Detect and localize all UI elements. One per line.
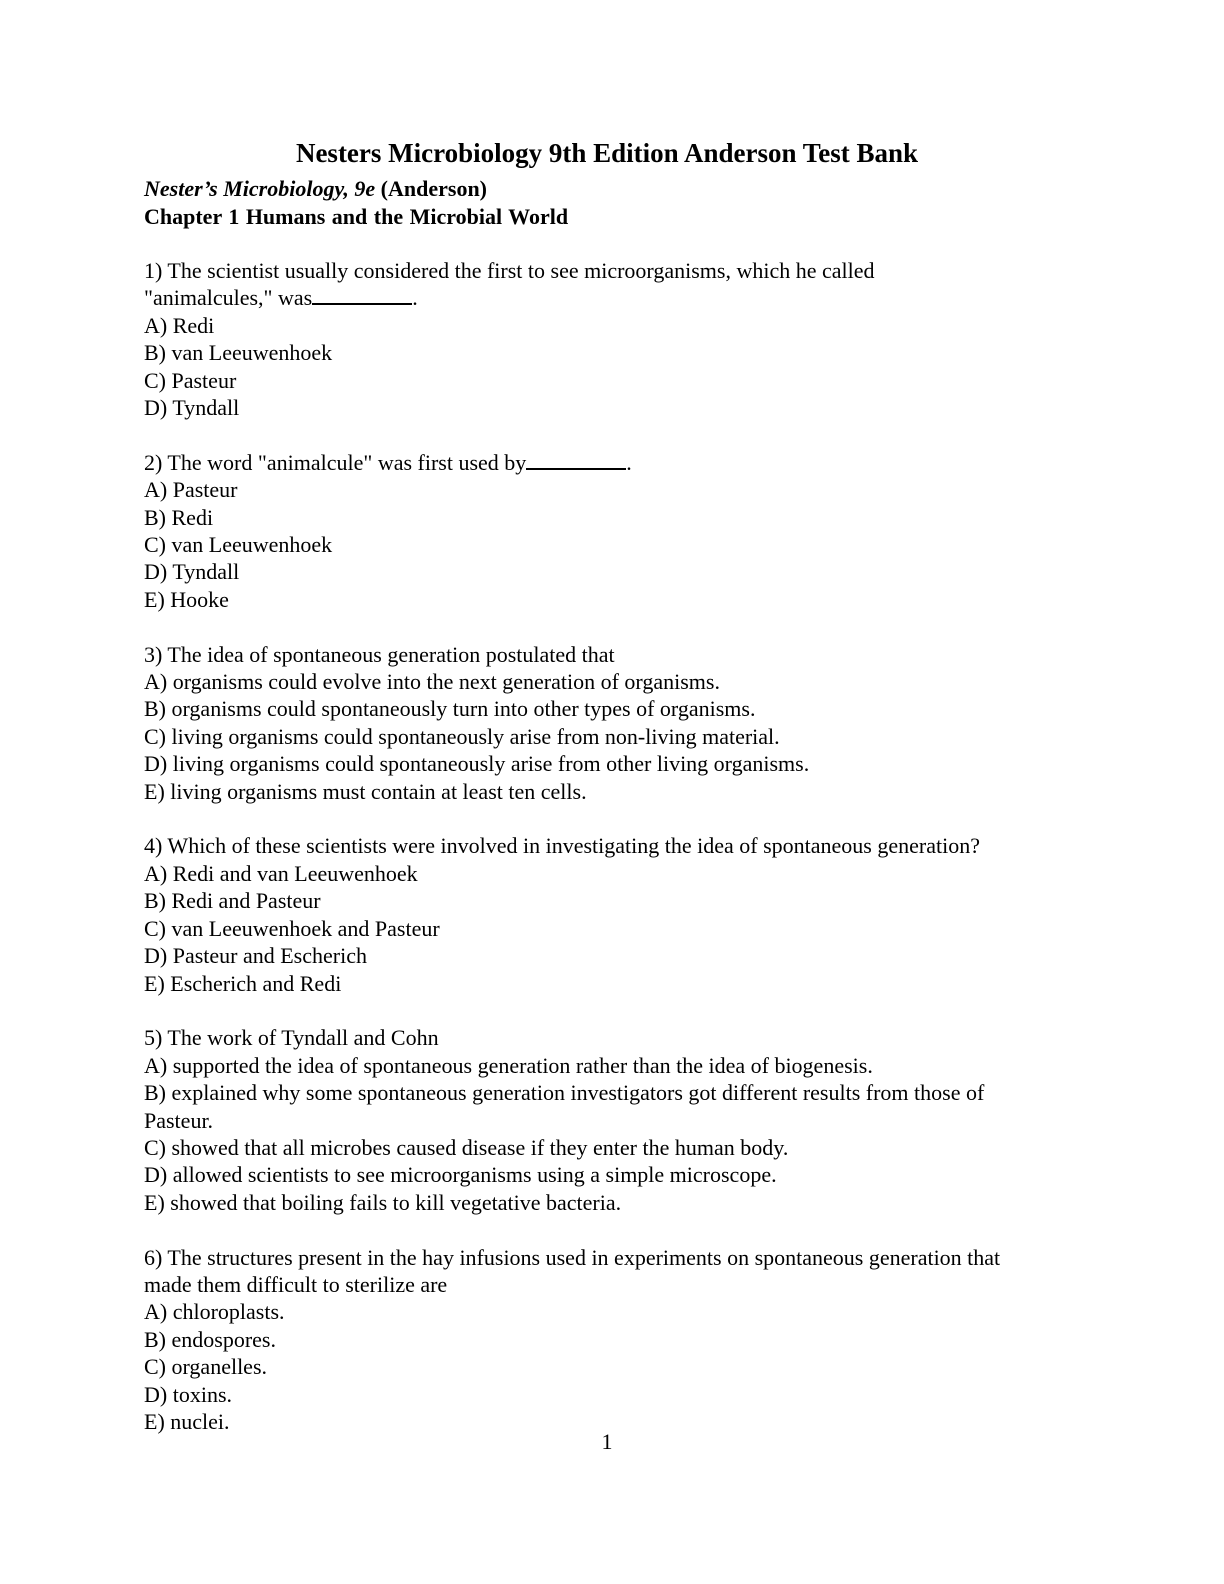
answer-option: C) van Leeuwenhoek and Pasteur: [144, 915, 440, 941]
answer-option: B) Redi: [144, 504, 214, 530]
book-title-line: [144, 175, 568, 203]
question-stem: 6) The structures present in the hay infusions used in experiments on spontaneous generation that: [144, 1244, 1001, 1270]
book-author: (Anderson): [375, 176, 488, 201]
question-stem: 3) The idea of spontaneous generation postulated that: [144, 641, 615, 667]
answer-option: D) allowed scientists to see microorganisms using a simple microscope.: [144, 1162, 777, 1188]
answer-option: C) organelles.: [144, 1354, 268, 1380]
answer-option: C) showed that all microbes caused disease if they enter the human body.: [144, 1134, 789, 1160]
answer-option: B) explained why some spontaneous generation investigators got different results from those of: [144, 1080, 985, 1106]
question-stem-text: 2) The word "animalcule" was first used by: [144, 449, 527, 475]
answer-option: D) toxins.: [144, 1381, 232, 1407]
question-stem-line: 2) The word "animalcule" was first used by .: [144, 449, 632, 475]
question-5: [144, 1024, 1084, 1216]
answer-option: B) endospores.: [144, 1326, 276, 1352]
question-stem-line: "animalcules," was .: [144, 285, 418, 311]
question-1: [144, 257, 1084, 421]
book-title: Nester’s Microbiology, 9e: [144, 176, 376, 201]
answer-option: A) Pasteur: [144, 477, 238, 503]
answer-blank: [312, 285, 412, 305]
answer-blank: [526, 450, 626, 470]
answer-option: C) living organisms could spontaneously arise from non-living material.: [144, 723, 780, 749]
answer-option: C) Pasteur: [144, 367, 237, 393]
answer-option: A) Redi and van Leeuwenhoek: [144, 860, 418, 886]
question-stem: 5) The work of Tyndall and Cohn: [144, 1025, 439, 1051]
question-stem-line: made them difficult to sterilize are: [144, 1271, 448, 1297]
answer-option: E) living organisms must contain at least ten cells.: [144, 778, 587, 804]
answer-option: D) Tyndall: [144, 559, 240, 585]
answer-option: A) Redi: [144, 312, 215, 338]
answer-option-continuation: Pasteur.: [144, 1107, 214, 1133]
answer-option: D) living organisms could spontaneously arise from other living organisms.: [144, 751, 810, 777]
book-header: [144, 175, 568, 231]
answer-option: D) Tyndall: [144, 395, 240, 421]
question-4: [144, 832, 1084, 996]
answer-option: B) Redi and Pasteur: [144, 888, 321, 914]
page-number: 1: [601, 1429, 613, 1454]
answer-option: B) organisms could spontaneously turn into other types of organisms.: [144, 696, 756, 722]
question-stem: 4) Which of these scientists were involved in investigating the idea of spontaneous generation?: [144, 833, 980, 859]
answer-option: D) Pasteur and Escherich: [144, 943, 367, 969]
question-6: [144, 1244, 1084, 1436]
answer-option: A) organisms could evolve into the next generation of organisms.: [144, 669, 720, 695]
question-stem-text: "animalcules," was: [144, 285, 313, 311]
document-title: Nesters Microbiology 9th Edition Anderson Test Bank: [295, 138, 919, 168]
answer-option: E) showed that boiling fails to kill vegetative bacteria.: [144, 1189, 622, 1215]
answer-option: E) Hooke: [144, 586, 229, 612]
answer-option: C) van Leeuwenhoek: [144, 532, 333, 558]
question-stem: 1) The scientist usually considered the first to see microorganisms, which he called: [144, 258, 875, 283]
answer-option: B) van Leeuwenhoek: [144, 340, 333, 366]
chapter-heading: Chapter 1 Humans and the Microbial World: [144, 204, 569, 229]
answer-option: E) Escherich and Redi: [144, 970, 342, 996]
question-list: [144, 257, 1084, 1463]
question-2: [144, 449, 1084, 613]
question-3: [144, 641, 1084, 805]
answer-option: E) nuclei.: [144, 1408, 230, 1434]
answer-option: A) supported the idea of spontaneous generation rather than the idea of biogenesis.: [144, 1052, 873, 1078]
answer-option: A) chloroplasts.: [144, 1299, 285, 1325]
